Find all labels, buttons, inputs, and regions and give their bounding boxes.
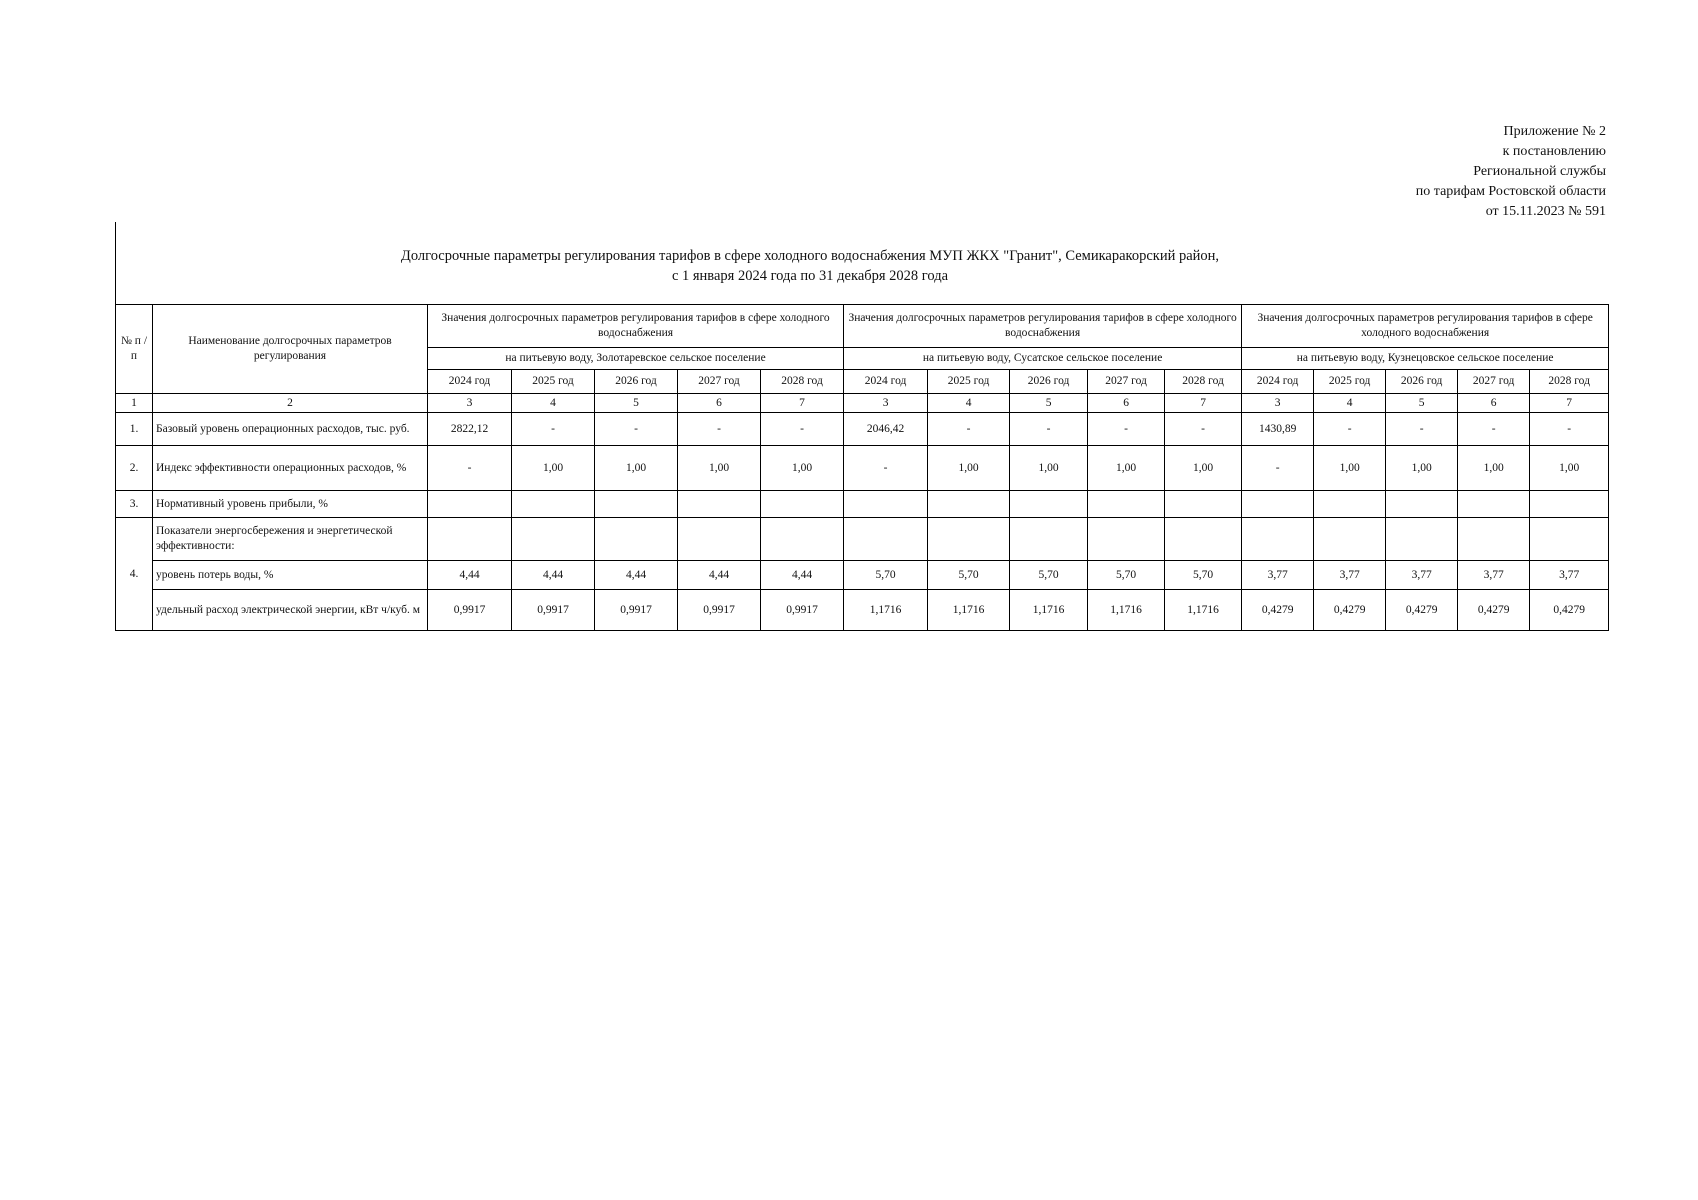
year-cell: 2026 год (595, 370, 678, 394)
colnum-cell: 4 (512, 394, 595, 413)
value-cell: - (1386, 413, 1458, 446)
document-title (130, 246, 1490, 286)
row-name: уровень потерь воды, % (153, 561, 428, 590)
value-cell: 1,00 (1314, 446, 1386, 491)
header-num: № п /п (116, 305, 153, 394)
value-cell (1010, 491, 1088, 518)
colnum-cell: 3 (1242, 394, 1314, 413)
value-cell (1088, 491, 1165, 518)
table-row (116, 561, 1609, 590)
value-cell: 2046,42 (844, 413, 928, 446)
title-line-2: с 1 января 2024 года по 31 декабря 2028 года (671, 268, 949, 284)
value-cell: 0,4279 (1242, 590, 1314, 631)
year-cell: 2027 год (1458, 370, 1530, 394)
value-cell: 0,4279 (1314, 590, 1386, 631)
value-cell: 5,70 (844, 561, 928, 590)
value-cell: - (928, 413, 1010, 446)
value-cell: 4,44 (678, 561, 761, 590)
year-cell: 2027 год (678, 370, 761, 394)
value-cell: 0,9917 (428, 590, 512, 631)
value-cell: 1,00 (1088, 446, 1165, 491)
colnum-cell: 6 (1088, 394, 1165, 413)
value-cell: 1,00 (512, 446, 595, 491)
year-cell: 2024 год (1242, 370, 1314, 394)
value-cell: 1,00 (1010, 446, 1088, 491)
value-cell: - (678, 413, 761, 446)
year-cell: 2028 год (1165, 370, 1242, 394)
row-num: 4. (116, 518, 153, 631)
value-cell: 1430,89 (1242, 413, 1314, 446)
value-cell: 1,1716 (1010, 590, 1088, 631)
value-cell (512, 518, 595, 561)
year-cell: 2025 год (928, 370, 1010, 394)
value-cell: 1,1716 (844, 590, 928, 631)
header-row-column-numbers (116, 394, 1609, 413)
value-cell: 5,70 (1165, 561, 1242, 590)
value-cell (428, 491, 512, 518)
header-group-1: Значения долгосрочных параметров регулирования тарифов в сфере холодного водоснабжения (428, 305, 844, 348)
row-num: 2. (116, 446, 153, 491)
header-group-2: Значения долгосрочных параметров регулирования тарифов в сфере холодного водоснабжения (844, 305, 1242, 348)
value-cell: 1,00 (595, 446, 678, 491)
value-cell: 1,00 (1530, 446, 1609, 491)
appendix-line: Приложение № 2 (1503, 124, 1606, 139)
value-cell: 3,77 (1314, 561, 1386, 590)
value-cell: 1,1716 (1088, 590, 1165, 631)
value-cell: 5,70 (1088, 561, 1165, 590)
value-cell (595, 518, 678, 561)
value-cell (678, 518, 761, 561)
colnum-cell: 3 (428, 394, 512, 413)
value-cell (1386, 518, 1458, 561)
value-cell: 1,00 (761, 446, 844, 491)
value-cell (1314, 491, 1386, 518)
year-cell: 2028 год (1530, 370, 1609, 394)
value-cell: 1,1716 (928, 590, 1010, 631)
table-row (116, 413, 1609, 446)
appendix-line: по тарифам Ростовской области (1415, 184, 1606, 199)
title-line-1: Долгосрочные параметры регулирования тарифов в сфере холодного водоснабжения МУП ЖКХ "Гранит", Семикаракорский район, (400, 248, 1220, 264)
table-row (116, 518, 1609, 561)
row-name: удельный расход электрической энергии, кВт ч/куб. м (153, 590, 428, 631)
value-cell (844, 491, 928, 518)
value-cell: 4,44 (512, 561, 595, 590)
colnum-cell: 4 (928, 394, 1010, 413)
colnum-cell: 6 (1458, 394, 1530, 413)
year-cell: 2026 год (1010, 370, 1088, 394)
header-subgroup-1: на питьевую воду, Золотаревское сельское поселение (428, 348, 844, 370)
value-cell: - (1314, 413, 1386, 446)
value-cell: 4,44 (595, 561, 678, 590)
year-cell: 2026 год (1386, 370, 1458, 394)
value-cell: 3,77 (1458, 561, 1530, 590)
value-cell (844, 518, 928, 561)
colnum-cell: 5 (595, 394, 678, 413)
header-group-3: Значения долгосрочных параметров регулирования тарифов в сфере холодного водоснабжения (1242, 305, 1609, 348)
value-cell: 4,44 (761, 561, 844, 590)
value-cell (1314, 518, 1386, 561)
row-name: Базовый уровень операционных расходов, тыс. руб. (153, 413, 428, 446)
year-cell: 2025 год (1314, 370, 1386, 394)
value-cell: 0,9917 (512, 590, 595, 631)
value-cell: 1,00 (678, 446, 761, 491)
header-subgroup-3: на питьевую воду, Кузнецовское сельское поселение (1242, 348, 1609, 370)
value-cell (1242, 518, 1314, 561)
left-border-line (115, 222, 116, 306)
colnum-cell: 6 (678, 394, 761, 413)
colnum-cell: 7 (1530, 394, 1609, 413)
value-cell: - (761, 413, 844, 446)
value-cell (595, 491, 678, 518)
value-cell: - (595, 413, 678, 446)
colnum-cell: 1 (116, 394, 153, 413)
table-row (116, 446, 1609, 491)
value-cell (928, 491, 1010, 518)
value-cell (678, 491, 761, 518)
colnum-cell: 3 (844, 394, 928, 413)
colnum-cell: 2 (153, 394, 428, 413)
colnum-cell: 7 (761, 394, 844, 413)
year-cell: 2025 год (512, 370, 595, 394)
header-name: Наименование долгосрочных параметров регулирования (153, 305, 428, 394)
appendix-line: Региональной службы (1473, 164, 1606, 179)
year-cell: 2028 год (761, 370, 844, 394)
value-cell: 1,00 (1386, 446, 1458, 491)
value-cell: 0,9917 (595, 590, 678, 631)
value-cell: - (1088, 413, 1165, 446)
value-cell: - (1242, 446, 1314, 491)
value-cell: 3,77 (1530, 561, 1609, 590)
value-cell: 5,70 (928, 561, 1010, 590)
value-cell (1458, 491, 1530, 518)
value-cell (761, 491, 844, 518)
row-name: Индекс эффективности операционных расходов, % (153, 446, 428, 491)
value-cell (1386, 491, 1458, 518)
year-cell: 2027 год (1088, 370, 1165, 394)
appendix-line: от 15.11.2023 № 591 (1485, 204, 1606, 219)
appendix-header (1416, 122, 1606, 222)
colnum-cell: 4 (1314, 394, 1386, 413)
appendix-line: к постановлению (1502, 144, 1606, 159)
value-cell: - (1530, 413, 1609, 446)
value-cell (428, 518, 512, 561)
value-cell: - (1165, 413, 1242, 446)
value-cell (512, 491, 595, 518)
row-name: Показатели энергосбережения и энергетической эффективности: (153, 518, 428, 561)
header-subgroup-2: на питьевую воду, Сусатское сельское поселение (844, 348, 1242, 370)
value-cell: 2822,12 (428, 413, 512, 446)
value-cell (1165, 491, 1242, 518)
row-num: 1. (116, 413, 153, 446)
colnum-cell: 5 (1386, 394, 1458, 413)
year-cell: 2024 год (428, 370, 512, 394)
value-cell (1458, 518, 1530, 561)
value-cell: - (1010, 413, 1088, 446)
value-cell: 5,70 (1010, 561, 1088, 590)
value-cell: 1,1716 (1165, 590, 1242, 631)
value-cell (1530, 518, 1609, 561)
value-cell (1242, 491, 1314, 518)
header-row-groups (116, 305, 1609, 348)
colnum-cell: 5 (1010, 394, 1088, 413)
value-cell: 0,4279 (1530, 590, 1609, 631)
value-cell: 3,77 (1386, 561, 1458, 590)
value-cell: 0,9917 (761, 590, 844, 631)
value-cell: - (844, 446, 928, 491)
colnum-cell: 7 (1165, 394, 1242, 413)
value-cell (928, 518, 1010, 561)
value-cell: - (428, 446, 512, 491)
value-cell (1530, 491, 1609, 518)
parameters-table (115, 304, 1609, 631)
value-cell: 3,77 (1242, 561, 1314, 590)
value-cell (1165, 518, 1242, 561)
value-cell: - (1458, 413, 1530, 446)
value-cell (1010, 518, 1088, 561)
value-cell: 0,9917 (678, 590, 761, 631)
row-num: 3. (116, 491, 153, 518)
value-cell: 4,44 (428, 561, 512, 590)
value-cell: 1,00 (928, 446, 1010, 491)
value-cell (1088, 518, 1165, 561)
value-cell: 1,00 (1458, 446, 1530, 491)
table-row (116, 590, 1609, 631)
value-cell: 0,4279 (1458, 590, 1530, 631)
table-row (116, 491, 1609, 518)
year-cell: 2024 год (844, 370, 928, 394)
row-name: Нормативный уровень прибыли, % (153, 491, 428, 518)
value-cell: - (512, 413, 595, 446)
value-cell: 1,00 (1165, 446, 1242, 491)
value-cell (761, 518, 844, 561)
value-cell: 0,4279 (1386, 590, 1458, 631)
